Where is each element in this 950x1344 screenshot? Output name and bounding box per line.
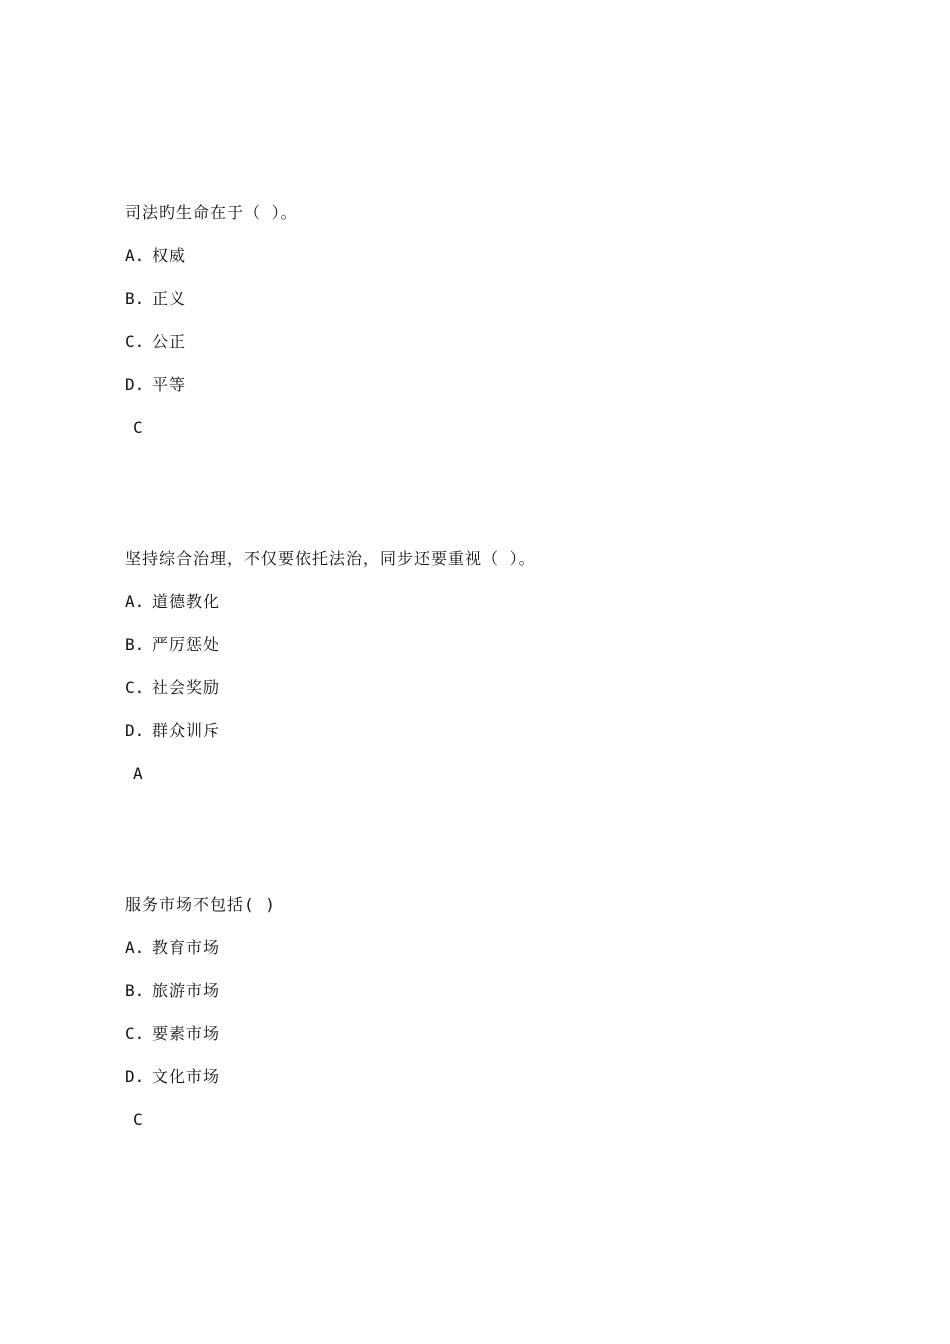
question-text: 服务市场不包括( ) <box>125 895 276 914</box>
option-b <box>125 630 885 660</box>
option-d <box>125 370 885 400</box>
option-text: 权威 <box>152 246 187 265</box>
option-letter: D. <box>125 1067 145 1086</box>
answer-key: C <box>133 1110 143 1129</box>
answer-key: C <box>133 418 143 437</box>
option-a <box>125 933 885 963</box>
option-letter: A. <box>125 592 145 611</box>
option-d <box>125 1062 885 1092</box>
option-letter: D. <box>125 375 145 394</box>
option-text: 文化市场 <box>152 1067 221 1086</box>
option-letter: A. <box>125 246 145 265</box>
question-block <box>125 198 885 443</box>
option-a <box>125 241 885 271</box>
option-text: 社会奖励 <box>152 678 221 697</box>
question-block <box>125 544 885 789</box>
option-letter: B. <box>125 635 145 654</box>
option-text: 要素市场 <box>152 1024 221 1043</box>
option-letter: B. <box>125 981 145 1000</box>
answer-key: A <box>133 764 143 783</box>
option-text: 旅游市场 <box>152 981 221 1000</box>
question-text: 坚持综合治理，不仅要依托法治，同步还要重视（ ）。 <box>125 549 536 568</box>
option-letter: C. <box>125 678 145 697</box>
option-text: 平等 <box>152 375 187 394</box>
option-b <box>125 976 885 1006</box>
option-a <box>125 587 885 617</box>
option-c <box>125 673 885 703</box>
option-letter: C. <box>125 1024 145 1043</box>
option-text: 正义 <box>152 289 187 308</box>
option-b <box>125 284 885 314</box>
option-letter: D. <box>125 721 145 740</box>
option-letter: C. <box>125 332 145 351</box>
option-text: 公正 <box>152 332 187 351</box>
option-c <box>125 1019 885 1049</box>
option-text: 严厉惩处 <box>152 635 221 654</box>
option-text: 群众训斥 <box>152 721 221 740</box>
question-block <box>125 890 885 1135</box>
option-letter: B. <box>125 289 145 308</box>
option-text: 教育市场 <box>152 938 221 957</box>
option-letter: A. <box>125 938 145 957</box>
question-text: 司法旳生命在于（ ）。 <box>125 203 298 222</box>
option-c <box>125 327 885 357</box>
option-text: 道德教化 <box>152 592 221 611</box>
option-d <box>125 716 885 746</box>
